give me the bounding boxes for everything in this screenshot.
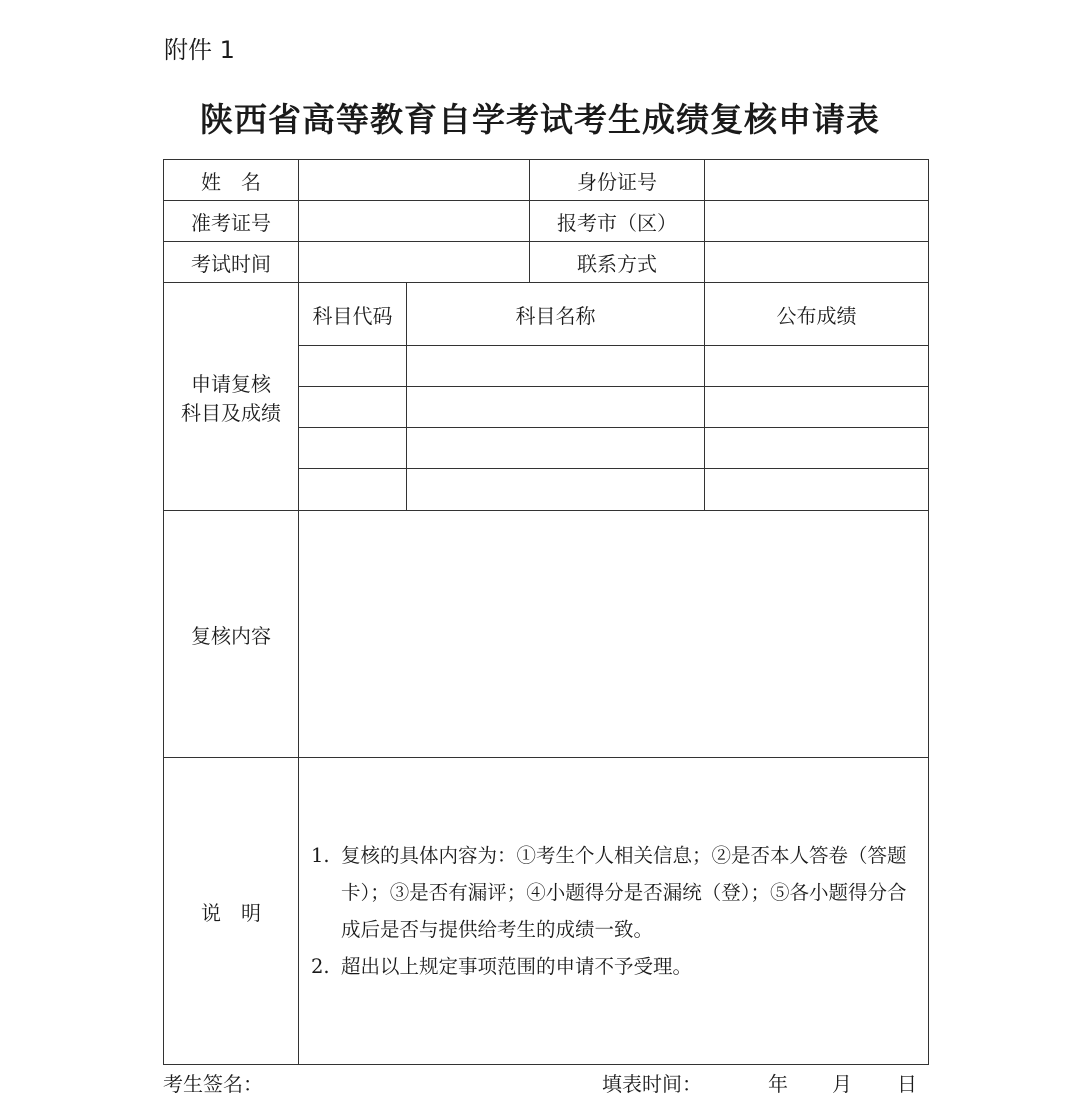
attachment-label: 附件 1: [164, 36, 235, 64]
date-year: 年: [768, 1072, 788, 1096]
note-item: [311, 837, 924, 948]
city-label: 报考市（区）: [530, 201, 705, 242]
exam-time-label: 考试时间: [164, 242, 299, 283]
form-row-name: [164, 160, 929, 201]
review-content-row: [164, 511, 929, 758]
signature-label: 考生签名：: [163, 1072, 263, 1096]
form-title: 陕西省高等教育自学考试考生成绩复核申请表: [200, 100, 880, 139]
subject-code-cell[interactable]: [299, 469, 407, 511]
form-row-exam-number: [164, 201, 929, 242]
exam-number-label: 准考证号: [164, 201, 299, 242]
published-score-cell[interactable]: [705, 346, 929, 387]
date-month: 月: [832, 1072, 852, 1096]
subject-code-cell[interactable]: [299, 428, 407, 469]
note-number: 1.: [311, 844, 330, 867]
subjects-header-row: [164, 283, 929, 346]
note-text: 复核的具体内容为：①考生个人相关信息；②是否本人答卷（答题卡）；③是否有漏评；④小题得分是否漏统（登）；⑤各小题得分合成后是否与提供给考生的成绩一致。: [341, 844, 907, 941]
id-number-label: 身份证号: [530, 160, 705, 201]
published-score-cell[interactable]: [705, 428, 929, 469]
note-text: 超出以上规定事项范围的申请不予受理。: [341, 955, 693, 978]
form-row-exam-time: [164, 242, 929, 283]
id-number-field[interactable]: [705, 160, 929, 201]
subject-name-cell[interactable]: [407, 387, 705, 428]
subject-name-header: 科目名称: [407, 283, 705, 346]
notes-label: 说 明: [164, 758, 299, 1065]
subjects-label-line2: 科目及成绩: [181, 400, 281, 425]
subject-name-cell[interactable]: [407, 428, 705, 469]
review-content-field[interactable]: [299, 511, 929, 758]
subject-name-cell[interactable]: [407, 469, 705, 511]
subject-code-header: 科目代码: [299, 283, 407, 346]
published-score-cell[interactable]: [705, 387, 929, 428]
notes-content: [299, 758, 929, 1065]
fill-date-label: 填表时间：: [602, 1072, 702, 1096]
subjects-label-line1: 申请复核: [191, 371, 271, 396]
published-score-header: 公布成绩: [705, 283, 929, 346]
subject-name-cell[interactable]: [407, 346, 705, 387]
subjects-section-label: [164, 283, 299, 511]
city-field[interactable]: [705, 201, 929, 242]
note-item: [311, 948, 924, 985]
subject-code-cell[interactable]: [299, 346, 407, 387]
subject-code-cell[interactable]: [299, 387, 407, 428]
contact-label: 联系方式: [530, 242, 705, 283]
notes-row: [164, 758, 929, 1065]
review-content-label: 复核内容: [164, 511, 299, 758]
name-field[interactable]: [299, 160, 530, 201]
contact-field[interactable]: [705, 242, 929, 283]
published-score-cell[interactable]: [705, 469, 929, 511]
application-form-table: [163, 159, 929, 1065]
name-label: 姓 名: [164, 160, 299, 201]
exam-number-field[interactable]: [299, 201, 530, 242]
exam-time-field[interactable]: [299, 242, 530, 283]
date-day: 日: [897, 1072, 917, 1096]
note-number: 2.: [311, 955, 330, 978]
